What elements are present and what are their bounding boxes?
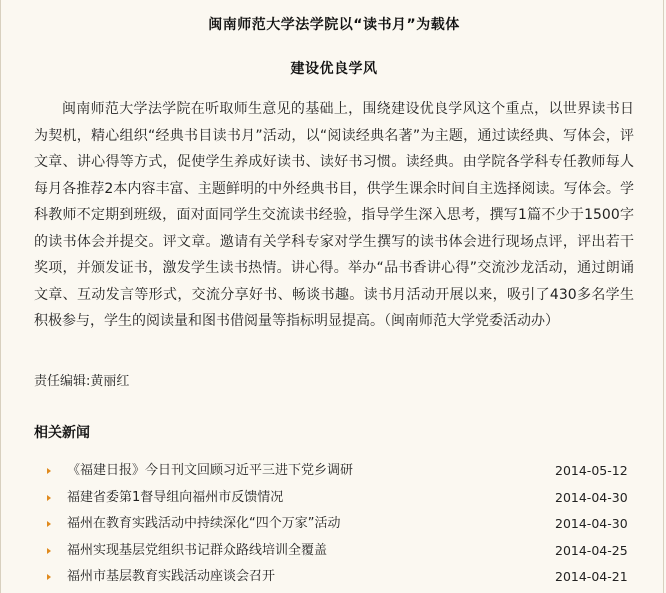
news-date: 2014-04-30 xyxy=(555,489,628,505)
related-news-link[interactable]: 福州在教育实践活动中持续深化“四个万家”活动 xyxy=(67,516,341,531)
related-news-list xyxy=(47,458,637,591)
arrow-bullet-icon xyxy=(47,548,51,554)
article-body: 闽南师范大学法学院在听取师生意见的基础上，围绕建设优良学风这个重点，以世界读书日为契机，精心组织“经典书目读书月”活动，以“阅读经典名著”为主题，通过读经典、写体会，评文章、讲心得等方式，促使学生养成好读书、读好书习惯。读经典。由学院各学科专任教师每人每月各推荐2本内容丰富、主题鲜明的中外经典书目，供学生课余时间自主选择阅读。写体会。学科教师不定期到班级，面对面同学生交流读书经验，指导学生深入思考，撰写1篇不少于1500字的读书体会并提交。评文章。邀请有关学科专家对学生撰写的读书体会进行现场点评，评出若干奖项，并颁发证书，激发学生读书热情。讲心得。举办“品书香讲心得”交流沙龙活动，通过朗诵文章、互动发言等形式，交流分享好书、畅谈书趣。读书月活动开展以来，吸引了430多名学生积极参与，学生的阅读量和图书借阅量等指标明显提高。（闽南师范大学党委活动办） xyxy=(34,101,634,329)
news-date: 2014-05-12 xyxy=(555,463,628,478)
related-news-link[interactable]: 福建省委第1督导组向福州市反馈情况 xyxy=(67,489,284,505)
arrow-bullet-icon xyxy=(47,468,51,474)
list-item xyxy=(47,485,637,512)
news-date: 2014-04-21 xyxy=(555,569,628,584)
arrow-bullet-icon xyxy=(47,521,51,527)
news-date: 2014-04-25 xyxy=(555,542,628,558)
list-item xyxy=(47,538,637,565)
arrow-bullet-icon xyxy=(47,574,51,580)
list-item xyxy=(47,511,637,538)
article-subtitle: 建设优良学风 xyxy=(290,61,378,77)
related-news-link[interactable]: 福州市基层教育实践活动座谈会召开 xyxy=(67,569,276,584)
related-news-link[interactable]: 福州实现基层党组织书记群众路线培训全覆盖 xyxy=(67,542,328,558)
list-item xyxy=(47,458,637,485)
list-item xyxy=(47,564,637,591)
related-news-link[interactable]: 《福建日报》今日刊文回顾习近平三进下党乡调研 xyxy=(67,463,354,478)
article-title: 闽南师范大学法学院以“读书月”为载体 xyxy=(208,17,460,33)
news-date: 2014-04-30 xyxy=(555,516,628,531)
arrow-bullet-icon xyxy=(47,495,51,501)
related-news-heading: 相关新闻 xyxy=(34,425,90,441)
editor-credit: 责任编辑:黄丽红 xyxy=(34,374,130,389)
